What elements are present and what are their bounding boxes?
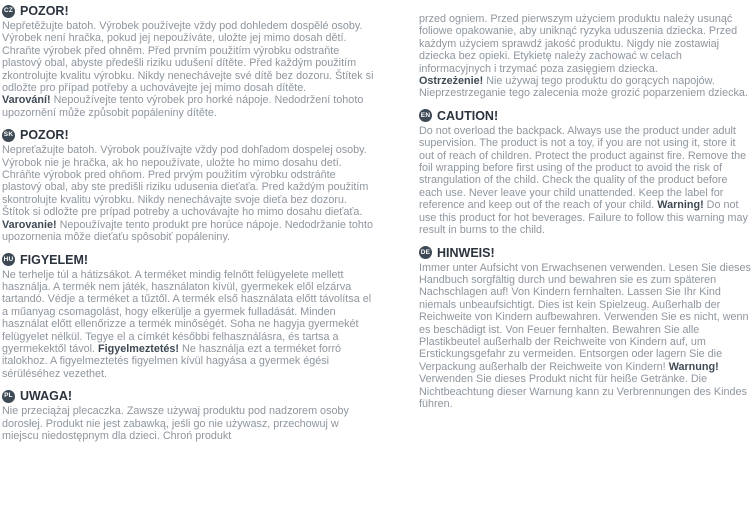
body-text-en: Do not overload the backpack. Always use the product under adult supervision. The product is not a toy, if you are not using it, store it out of reach of children. Protect the product against fire. Remove the foil wrapping before first using of the product to avoid the risk of strangulation of the child. Check the quality of the product before each use. Never leave your child unattended. Keep the label for reference and keep out of the reach of your child.	[419, 124, 747, 212]
section-en	[419, 109, 751, 237]
section-body-pl-left	[2, 405, 374, 442]
section-heading-pl	[2, 389, 374, 403]
section-body-pl-right	[419, 13, 751, 100]
section-title-pl: UWAGA!	[20, 389, 73, 404]
lang-badge-en-icon: EN	[419, 109, 432, 122]
section-title-sk: POZOR!	[20, 128, 69, 143]
left-column	[2, 4, 374, 451]
section-sk	[2, 128, 374, 243]
warning-label-en: Warning!	[657, 199, 704, 212]
right-column	[419, 13, 751, 419]
lang-badge-hu-icon: HU	[2, 253, 15, 266]
warning-label-de: Warnung!	[668, 360, 719, 373]
lang-badge-cz-icon: CZ	[2, 5, 15, 18]
section-heading-en	[419, 109, 751, 123]
section-body-cz	[2, 20, 374, 119]
section-body-en	[419, 125, 751, 237]
lang-badge-de-icon: DE	[419, 246, 432, 259]
body-text-pl-left: Nie przeciążaj plecaczka. Zawsze używaj produktu pod nadzorem osoby dorosłej. Produkt nie jest zabawką, jeśli go nie używasz, przechowuj w miejscu niedostępnym dla dzieci. Chroń produkt	[2, 405, 349, 442]
section-title-cz: POZOR!	[20, 4, 69, 18]
body-text-sk: Nepreťažujte batoh. Výrobok používajte vždy pod dohľadom dospelej osoby. Výrobok nie je hračka, ak ho nepoužívate, uložte ho mimo dosahu detí. Chráňte výrobok pred ohňom. Pred prvým použitím výrobku odstráňte plastový obal, aby ste predišli riziku udusenia dieťaťa. Pred každým použitím skontrolujte kvalitu výrobku. Nikdy nenechávajte svoje dieťa bez dozoru. Štítok si odložte pre prípad potreby a uchovávajte ho mimo dosahu dieťaťa.	[2, 144, 369, 219]
warning-label-pl: Ostrzeżenie!	[419, 75, 484, 88]
warning-label-hu: Figyelmeztetés!	[98, 342, 180, 355]
section-de	[419, 246, 751, 411]
body-text-hu: Ne terhelje túl a hátizsákot. A terméket mindig felnőtt felügyelete mellett használja. A termék nem játék, használaton kívül, gyermekek elől elzárva tartandó. Védje a terméket a tűztől. A termék első használata előtt távolítsa el a műanyag csomagolást, hogy elkerülje a gyermek fulladását. Minden használat előtt ellenőrizze a termék minőségét. Soha ne hagyja gyermekét felügyelet nélkül. Tegye el a címkét későbbi felhasználásra, és tartsa a gyermekektől távol.	[2, 268, 372, 355]
lang-badge-pl-icon: PL	[2, 390, 15, 403]
lang-badge-sk-icon: SK	[2, 129, 15, 142]
body-after-hu: Ne használja ezt a terméket forró italokhoz. A figyelmeztetés figyelmen kívül hagyása a gyermek égési sérüléséhez vezethet.	[2, 342, 342, 380]
section-heading-cz	[2, 4, 374, 18]
section-heading-sk	[2, 128, 374, 142]
section-cz	[2, 4, 374, 119]
warning-label-sk: Varovanie!	[2, 218, 57, 231]
warning-label-cz: Varování!	[2, 94, 51, 107]
section-pl-continued	[419, 13, 751, 100]
body-after-pl: Nie używaj tego produktu do gorących napojów. Nieprzestrzeganie tego zalecenia może grozić poparzeniem dziecka.	[419, 75, 748, 100]
section-heading-hu	[2, 253, 374, 267]
section-body-de	[419, 262, 751, 411]
body-after-sk: Nepoužívajte tento produkt pre horúce nápoje. Nedodržanie tohto upozornenia môže dieťaťu spôsobiť popáleniny.	[2, 218, 373, 244]
section-body-sk	[2, 144, 374, 243]
section-body-hu	[2, 269, 374, 381]
body-text-de: Immer unter Aufsicht von Erwachsenen verwenden. Lesen Sie dieses Handbuch sorgfältig durch und bewahren sie es zum späteren Nachschlagen auf! Von Kindern fernhalten. Lassen Sie Ihr Kind niemals unbeaufsichtigt. Dies ist kein Spielzeug. Außerhalb der Reichweite von Kindern aufbewahren. Verwenden Sie es nicht, wenn es beschädigt ist. Von Feuer fernhalten. Bewahren Sie alle Plastikbeutel außerhalb der Reichweite von Kindern auf, um Erstickungsgefahr zu vermeiden. Entsorgen oder lagern Sie die Verpackung außerhalb der Reichweite von Kindern!	[419, 261, 751, 373]
body-text-pl-right: przed ogniem. Przed pierwszym użyciem produktu należy usunąć foliowe opakowanie, aby uniknąć ryzyka uduszenia dziecka. Przed każdym użyciem sprawdź jakość produktu. Nigdy nie zostawiaj dziecka bez opieki. Etykietę należy zachować w celach informacyjnych i trzymać poza zasięgiem dziecka.	[419, 13, 738, 75]
section-title-de: HINWEIS!	[437, 245, 495, 260]
body-after-en: Do not use this product for hot beverages. Failure to follow this warning may result in burns to the child.	[419, 199, 748, 237]
body-text-cz: Nepřetěžujte batoh. Výrobek používejte vždy pod dohledem dospělé osoby. Výrobek není hračka, pokud jej nepoužíváte, uložte jej mimo dosah dětí. Chraňte výrobek před ohněm. Před prvním použitím výrobku odstraňte plastový obal, abyste předešli riziku udušení dítěte. Před každým použitím zkontrolujte kvalitu výrobku. Nikdy nenechávejte své dítě bez dozoru. Štítek si odložte pro případ potřeby a uchovávejte jej mimo dosah dítěte.	[2, 20, 374, 95]
section-hu	[2, 253, 374, 381]
section-title-hu: FIGYELEM!	[20, 252, 89, 267]
section-title-en: CAUTION!	[437, 108, 499, 123]
body-after-de: Verwenden Sie dieses Produkt nicht für heiße Getränke. Die Nichtbeachtung dieser Warnung kann zu Verbrennungen des Kindes führen.	[419, 373, 747, 410]
body-after-cz: Nepoužívejte tento výrobek pro horké nápoje. Nedodržení tohoto upozornění může způsobit popáleniny dítěte.	[2, 94, 364, 119]
section-pl	[2, 389, 374, 442]
section-heading-de	[419, 246, 751, 260]
